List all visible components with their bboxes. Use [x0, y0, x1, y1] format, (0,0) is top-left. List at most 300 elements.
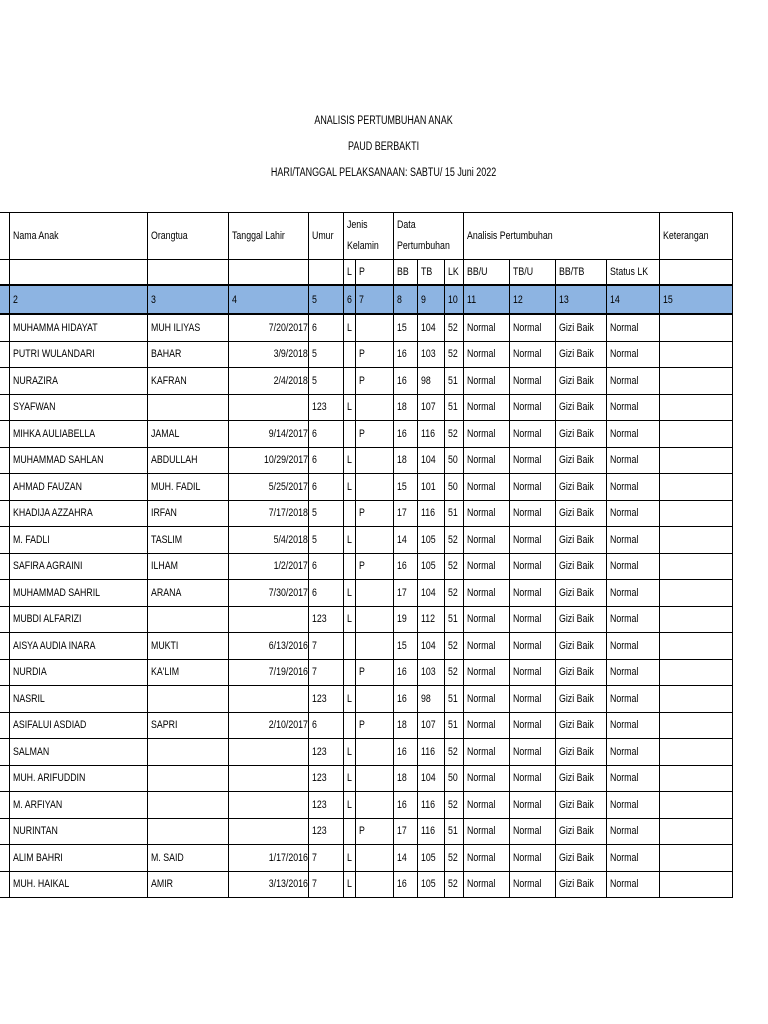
subheader-bb: BB — [394, 260, 418, 286]
table-row — [0, 765, 733, 792]
cell-nama-anak: M. ARFIYAN — [10, 792, 148, 819]
index-cell: 5 — [309, 285, 344, 314]
subheader-row — [0, 260, 733, 286]
cell-jenis-p — [356, 686, 394, 713]
table-row — [0, 314, 733, 341]
cell-keterangan — [660, 474, 733, 501]
cell-lk: 51 — [445, 606, 464, 633]
cell-orangtua: JAMAL — [148, 421, 229, 448]
cell-lk: 51 — [445, 712, 464, 739]
cell-bb-u: Normal — [464, 633, 510, 660]
cell-keterangan — [660, 633, 733, 660]
cell-bb-u: Normal — [464, 314, 510, 341]
index-cell: 14 — [607, 285, 660, 314]
cell-tb-u: Normal — [510, 765, 556, 792]
cell-bb-u: Normal — [464, 765, 510, 792]
cell-nama-anak: KHADIJA AZZAHRA — [10, 500, 148, 527]
cell-tanggal-lahir: 5/25/2017 — [229, 474, 309, 501]
cell-lk: 52 — [445, 659, 464, 686]
cell-nama-anak: MUH. ARIFUDDIN — [10, 765, 148, 792]
index-cell: 10 — [445, 285, 464, 314]
cell-status-lk: Normal — [607, 845, 660, 872]
cell-bb-tb: Gizi Baik — [556, 633, 607, 660]
cell-orangtua — [148, 739, 229, 766]
cell-status-lk: Normal — [607, 633, 660, 660]
cell-row-number — [0, 394, 10, 421]
cell-row-number — [0, 474, 10, 501]
cell-jenis-l — [344, 553, 356, 580]
cell-row-number — [0, 341, 10, 368]
cell-keterangan — [660, 394, 733, 421]
cell-keterangan — [660, 792, 733, 819]
cell-bb-u: Normal — [464, 500, 510, 527]
cell-row-number — [0, 792, 10, 819]
table-row — [0, 500, 733, 527]
cell-bb-tb: Gizi Baik — [556, 368, 607, 395]
cell-jenis-l: L — [344, 686, 356, 713]
cell-lk: 51 — [445, 394, 464, 421]
cell-row-number — [0, 739, 10, 766]
cell-bb-tb: Gizi Baik — [556, 580, 607, 607]
cell-orangtua: MUH. FADIL — [148, 474, 229, 501]
cell-bb-tb: Gizi Baik — [556, 686, 607, 713]
cell-nama-anak: MUH. HAIKAL — [10, 871, 148, 898]
subheader-tb: TB — [417, 260, 445, 286]
cell-tb: 105 — [417, 527, 445, 554]
cell-bb-u: Normal — [464, 792, 510, 819]
cell-tb-u: Normal — [510, 818, 556, 845]
header-data-pertumbuhan: Data Pertumbuhan — [394, 213, 464, 260]
cell-lk: 52 — [445, 739, 464, 766]
cell-status-lk: Normal — [607, 447, 660, 474]
table-row — [0, 871, 733, 898]
cell-bb-tb: Gizi Baik — [556, 527, 607, 554]
cell-tb: 107 — [417, 712, 445, 739]
cell-tb-u: Normal — [510, 845, 556, 872]
cell-keterangan — [660, 606, 733, 633]
cell-bb-u: Normal — [464, 659, 510, 686]
cell-lk: 52 — [445, 845, 464, 872]
cell-bb-tb: Gizi Baik — [556, 314, 607, 341]
cell-tb-u: Normal — [510, 394, 556, 421]
cell-bb-u: Normal — [464, 368, 510, 395]
cell-bb-tb: Gizi Baik — [556, 394, 607, 421]
cell-tb: 104 — [417, 314, 445, 341]
cell-umur: 6 — [309, 474, 344, 501]
table-row — [0, 580, 733, 607]
report-subtitle-school: PAUD BERBAKTI — [347, 141, 420, 153]
cell-tb: 104 — [417, 633, 445, 660]
index-cell: 2 — [10, 285, 148, 314]
cell-jenis-l: L — [344, 845, 356, 872]
cell-keterangan — [660, 712, 733, 739]
cell-tb-u: Normal — [510, 553, 556, 580]
cell-jenis-l — [344, 368, 356, 395]
cell-bb-tb: Gizi Baik — [556, 659, 607, 686]
cell-row-number — [0, 765, 10, 792]
cell-keterangan — [660, 871, 733, 898]
cell-orangtua: KA'LIM — [148, 659, 229, 686]
cell-nama-anak: MUHAMMA HIDAYAT — [10, 314, 148, 341]
cell-tb-u: Normal — [510, 474, 556, 501]
cell-jenis-p — [356, 845, 394, 872]
cell-tb: 101 — [417, 474, 445, 501]
cell-orangtua — [148, 606, 229, 633]
cell-jenis-p: P — [356, 341, 394, 368]
cell-umur: 123 — [309, 765, 344, 792]
cell-bb-tb: Gizi Baik — [556, 818, 607, 845]
index-cell: 4 — [229, 285, 309, 314]
cell-nama-anak: MUHAMMAD SAHLAN — [10, 447, 148, 474]
cell-nama-anak: NURINTAN — [10, 818, 148, 845]
cell-tb-u: Normal — [510, 606, 556, 633]
header-orangtua: Orangtua — [148, 213, 229, 260]
cell-tb: 116 — [417, 792, 445, 819]
cell-tanggal-lahir — [229, 606, 309, 633]
cell-tb-u: Normal — [510, 712, 556, 739]
cell-lk: 50 — [445, 447, 464, 474]
index-cell: 6 — [344, 285, 356, 314]
cell-status-lk: Normal — [607, 765, 660, 792]
cell-bb: 14 — [394, 527, 418, 554]
header-row — [0, 213, 733, 260]
cell-keterangan — [660, 659, 733, 686]
cell-bb-tb: Gizi Baik — [556, 474, 607, 501]
cell-tb-u: Normal — [510, 580, 556, 607]
cell-lk: 52 — [445, 553, 464, 580]
cell-jenis-l: L — [344, 474, 356, 501]
index-cell: 13 — [556, 285, 607, 314]
cell-tb: 98 — [417, 368, 445, 395]
cell-nama-anak: MUBDI ALFARIZI — [10, 606, 148, 633]
cell-tb-u: Normal — [510, 686, 556, 713]
cell-keterangan — [660, 765, 733, 792]
cell-bb: 16 — [394, 341, 418, 368]
cell-nama-anak: NURDIA — [10, 659, 148, 686]
cell-bb-u: Normal — [464, 580, 510, 607]
cell-status-lk: Normal — [607, 368, 660, 395]
cell-keterangan — [660, 580, 733, 607]
cell-bb-u: Normal — [464, 394, 510, 421]
cell-orangtua: M. SAID — [148, 845, 229, 872]
cell-nama-anak: M. FADLI — [10, 527, 148, 554]
header-umur: Umur — [309, 213, 344, 260]
cell-tanggal-lahir: 2/10/2017 — [229, 712, 309, 739]
header-cell-no — [0, 213, 10, 260]
header-jenis-kelamin: Jenis Kelamin — [344, 213, 394, 260]
cell-jenis-p: P — [356, 712, 394, 739]
cell-bb-u: Normal — [464, 447, 510, 474]
cell-tanggal-lahir: 2/4/2018 — [229, 368, 309, 395]
table-row — [0, 553, 733, 580]
cell-tb: 112 — [417, 606, 445, 633]
cell-jenis-l — [344, 500, 356, 527]
cell-row-number — [0, 845, 10, 872]
cell-lk: 52 — [445, 871, 464, 898]
cell-jenis-l: L — [344, 765, 356, 792]
cell-tb: 105 — [417, 845, 445, 872]
cell-bb: 18 — [394, 765, 418, 792]
cell-bb-u: Normal — [464, 474, 510, 501]
cell-status-lk: Normal — [607, 314, 660, 341]
index-cell: 7 — [356, 285, 394, 314]
cell-row-number — [0, 421, 10, 448]
cell-bb-u: Normal — [464, 606, 510, 633]
index-cell: 3 — [148, 285, 229, 314]
cell-tanggal-lahir: 7/30/2017 — [229, 580, 309, 607]
cell-nama-anak: SALMAN — [10, 739, 148, 766]
cell-tb: 98 — [417, 686, 445, 713]
cell-orangtua: MUKTI — [148, 633, 229, 660]
cell-bb-u: Normal — [464, 341, 510, 368]
cell-jenis-p — [356, 765, 394, 792]
cell-keterangan — [660, 686, 733, 713]
cell-orangtua: MUH ILIYAS — [148, 314, 229, 341]
cell-tb-u: Normal — [510, 447, 556, 474]
cell-row-number — [0, 580, 10, 607]
cell-bb-tb: Gizi Baik — [556, 500, 607, 527]
cell-tb: 116 — [417, 421, 445, 448]
cell-tanggal-lahir: 10/29/2017 — [229, 447, 309, 474]
subheader-status-lk: Status LK — [607, 260, 660, 286]
cell-tanggal-lahir: 9/14/2017 — [229, 421, 309, 448]
subheader-lk: LK — [445, 260, 464, 286]
cell-tb: 116 — [417, 500, 445, 527]
table-row — [0, 368, 733, 395]
cell-umur: 7 — [309, 659, 344, 686]
cell-tb-u: Normal — [510, 527, 556, 554]
cell-jenis-p — [356, 580, 394, 607]
cell-umur: 7 — [309, 845, 344, 872]
table-row — [0, 712, 733, 739]
cell-bb: 15 — [394, 633, 418, 660]
cell-lk: 52 — [445, 580, 464, 607]
cell-tb-u: Normal — [510, 341, 556, 368]
cell-umur: 5 — [309, 500, 344, 527]
cell-umur: 6 — [309, 553, 344, 580]
cell-bb-u: Normal — [464, 845, 510, 872]
cell-keterangan — [660, 553, 733, 580]
cell-tb: 104 — [417, 765, 445, 792]
cell-bb-tb: Gizi Baik — [556, 606, 607, 633]
cell-tanggal-lahir — [229, 765, 309, 792]
cell-row-number — [0, 527, 10, 554]
report-date-line: HARI/TANGGAL PELAKSANAAN: SABTU/ 15 Juni 2022 — [270, 167, 497, 179]
cell-bb: 16 — [394, 871, 418, 898]
cell-bb-tb: Gizi Baik — [556, 553, 607, 580]
cell-status-lk: Normal — [607, 659, 660, 686]
cell-lk: 51 — [445, 500, 464, 527]
cell-jenis-p — [356, 633, 394, 660]
cell-nama-anak: MUHAMMAD SAHRIL — [10, 580, 148, 607]
cell-tanggal-lahir: 3/9/2018 — [229, 341, 309, 368]
cell-status-lk: Normal — [607, 712, 660, 739]
cell-lk: 51 — [445, 818, 464, 845]
cell-row-number — [0, 314, 10, 341]
column-index-row — [0, 285, 733, 314]
cell-umur: 6 — [309, 447, 344, 474]
cell-umur: 123 — [309, 686, 344, 713]
index-cell: 11 — [464, 285, 510, 314]
cell-lk: 52 — [445, 633, 464, 660]
cell-tb: 107 — [417, 394, 445, 421]
table-row — [0, 474, 733, 501]
cell-bb-tb: Gizi Baik — [556, 765, 607, 792]
subheader-tb-u: TB/U — [510, 260, 556, 286]
header-tanggal-lahir: Tanggal Lahir — [229, 213, 309, 260]
cell-bb: 16 — [394, 553, 418, 580]
subheader-p: P — [356, 260, 394, 286]
cell-tb: 116 — [417, 739, 445, 766]
cell-tanggal-lahir: 7/17/2018 — [229, 500, 309, 527]
cell-nama-anak: ASIFALUI ASDIAD — [10, 712, 148, 739]
cell-bb-u: Normal — [464, 739, 510, 766]
cell-jenis-p — [356, 394, 394, 421]
cell-bb-u: Normal — [464, 553, 510, 580]
cell-status-lk: Normal — [607, 739, 660, 766]
header-keterangan: Keterangan — [660, 213, 733, 260]
cell-nama-anak: SAFIRA AGRAINI — [10, 553, 148, 580]
cell-jenis-p — [356, 314, 394, 341]
cell-jenis-l: L — [344, 792, 356, 819]
cell-tb: 104 — [417, 580, 445, 607]
cell-row-number — [0, 606, 10, 633]
table-row — [0, 659, 733, 686]
cell-status-lk: Normal — [607, 394, 660, 421]
cell-jenis-l — [344, 712, 356, 739]
cell-bb: 16 — [394, 368, 418, 395]
table-row — [0, 845, 733, 872]
cell-tb: 116 — [417, 818, 445, 845]
cell-jenis-l — [344, 818, 356, 845]
cell-keterangan — [660, 527, 733, 554]
table-row — [0, 686, 733, 713]
cell-status-lk: Normal — [607, 580, 660, 607]
subheader-l: L — [344, 260, 356, 286]
cell-bb: 17 — [394, 580, 418, 607]
cell-tanggal-lahir: 1/17/2016 — [229, 845, 309, 872]
cell-lk: 52 — [445, 341, 464, 368]
cell-umur: 123 — [309, 818, 344, 845]
cell-lk: 52 — [445, 527, 464, 554]
table-row — [0, 394, 733, 421]
cell-orangtua: ILHAM — [148, 553, 229, 580]
table-row — [0, 792, 733, 819]
cell-jenis-l: L — [344, 394, 356, 421]
index-cell: 15 — [660, 285, 733, 314]
cell-bb-u: Normal — [464, 871, 510, 898]
cell-umur: 123 — [309, 739, 344, 766]
cell-nama-anak: AHMAD FAUZAN — [10, 474, 148, 501]
cell-jenis-p: P — [356, 368, 394, 395]
cell-bb: 15 — [394, 314, 418, 341]
table-row — [0, 739, 733, 766]
cell-orangtua — [148, 818, 229, 845]
cell-keterangan — [660, 341, 733, 368]
cell-bb-tb: Gizi Baik — [556, 421, 607, 448]
cell-row-number — [0, 553, 10, 580]
cell-status-lk: Normal — [607, 500, 660, 527]
cell-orangtua: IRFAN — [148, 500, 229, 527]
cell-bb-u: Normal — [464, 421, 510, 448]
cell-tb: 105 — [417, 553, 445, 580]
cell-nama-anak: MIHKA AULIABELLA — [10, 421, 148, 448]
index-cell: 12 — [510, 285, 556, 314]
header-nama-anak: Nama Anak — [10, 213, 148, 260]
cell-orangtua: BAHAR — [148, 341, 229, 368]
cell-jenis-p — [356, 606, 394, 633]
cell-jenis-l — [344, 633, 356, 660]
cell-jenis-l: L — [344, 447, 356, 474]
cell-tb-u: Normal — [510, 659, 556, 686]
cell-keterangan — [660, 447, 733, 474]
subheader-bb-u: BB/U — [464, 260, 510, 286]
cell-jenis-p — [356, 474, 394, 501]
cell-bb-u: Normal — [464, 686, 510, 713]
cell-tb-u: Normal — [510, 314, 556, 341]
cell-bb: 18 — [394, 447, 418, 474]
cell-umur: 5 — [309, 527, 344, 554]
cell-bb-tb: Gizi Baik — [556, 712, 607, 739]
cell-tanggal-lahir — [229, 686, 309, 713]
subheader-bb-tb: BB/TB — [556, 260, 607, 286]
table-row — [0, 341, 733, 368]
cell-jenis-p: P — [356, 659, 394, 686]
cell-jenis-p: P — [356, 421, 394, 448]
cell-bb: 19 — [394, 606, 418, 633]
cell-tb: 105 — [417, 871, 445, 898]
cell-umur: 5 — [309, 341, 344, 368]
cell-jenis-p: P — [356, 500, 394, 527]
cell-orangtua: KAFRAN — [148, 368, 229, 395]
cell-status-lk: Normal — [607, 421, 660, 448]
cell-umur: 6 — [309, 421, 344, 448]
cell-bb: 16 — [394, 739, 418, 766]
cell-keterangan — [660, 845, 733, 872]
cell-umur: 123 — [309, 394, 344, 421]
cell-status-lk: Normal — [607, 871, 660, 898]
cell-jenis-l: L — [344, 606, 356, 633]
cell-umur: 5 — [309, 368, 344, 395]
cell-tb-u: Normal — [510, 792, 556, 819]
cell-bb-tb: Gizi Baik — [556, 739, 607, 766]
cell-bb: 16 — [394, 792, 418, 819]
cell-orangtua: ARANA — [148, 580, 229, 607]
cell-lk: 52 — [445, 792, 464, 819]
cell-lk: 52 — [445, 314, 464, 341]
cell-umur: 7 — [309, 633, 344, 660]
cell-lk: 51 — [445, 368, 464, 395]
cell-lk: 50 — [445, 474, 464, 501]
cell-bb-tb: Gizi Baik — [556, 845, 607, 872]
cell-row-number — [0, 686, 10, 713]
table-row — [0, 527, 733, 554]
cell-tanggal-lahir: 7/20/2017 — [229, 314, 309, 341]
cell-jenis-p — [356, 739, 394, 766]
table-row — [0, 633, 733, 660]
cell-row-number — [0, 368, 10, 395]
cell-tanggal-lahir: 5/4/2018 — [229, 527, 309, 554]
cell-jenis-l: L — [344, 580, 356, 607]
cell-nama-anak: NURAZIRA — [10, 368, 148, 395]
cell-jenis-l: L — [344, 739, 356, 766]
cell-tanggal-lahir — [229, 818, 309, 845]
cell-keterangan — [660, 421, 733, 448]
cell-jenis-l — [344, 341, 356, 368]
cell-bb-tb: Gizi Baik — [556, 871, 607, 898]
cell-bb-u: Normal — [464, 818, 510, 845]
cell-row-number — [0, 712, 10, 739]
